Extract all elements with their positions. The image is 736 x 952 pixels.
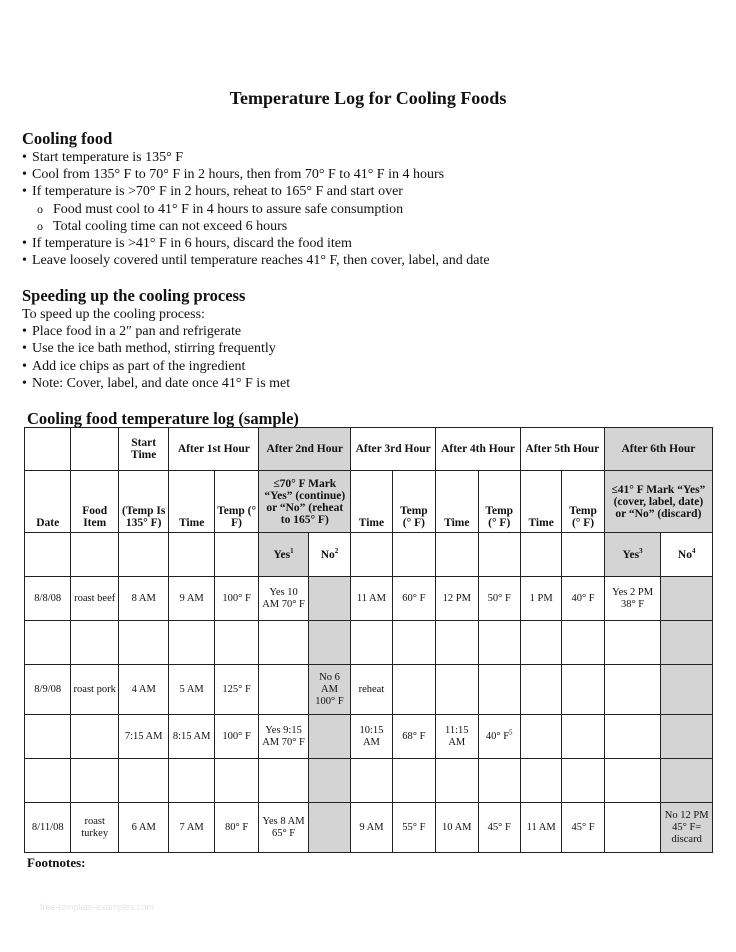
cell-food [71,759,118,803]
cell-t1: 7 AM [169,803,214,853]
col-temp-h4: Temp (° F) [478,471,520,533]
cell-temp4 [478,759,520,803]
header-blank [520,533,561,577]
cell-yes6 [604,621,661,665]
cell-t3: reheat [351,665,392,715]
cell-no6 [661,621,713,665]
speeding-up-section [22,286,722,392]
cell-yes2: Yes 9:15 AM 70° F [259,715,308,759]
table-row [25,759,713,803]
cell-no2 [308,803,350,853]
cell-temp5 [562,665,604,715]
table-row [25,621,713,665]
cell-no2 [308,715,350,759]
cell-temp1 [214,621,258,665]
cell-t1: 9 AM [169,577,214,621]
cell-temp1: 100° F [214,577,258,621]
cell-t1 [169,759,214,803]
cell-start [118,621,169,665]
header-blank [25,428,71,471]
col-time-h1: Time [169,471,214,533]
cell-temp4 [478,621,520,665]
speeding-intro: To speed up the cooling process: [22,307,205,322]
bullet-item: • If temperature is >70° F in 2 hours, reheat to 165° F and start over [22,183,722,200]
col-temp-h3: Temp (° F) [392,471,435,533]
cell-food: roast pork [71,665,118,715]
cell-no6 [661,715,713,759]
cell-no2 [308,621,350,665]
col-temp-h1: Temp (° F) [214,471,258,533]
log-table-title: Cooling food temperature log (sample) [27,409,299,428]
cell-t4: 10 AM [436,803,478,853]
footnotes-label: Footnotes: [27,855,86,870]
cell-yes6 [604,759,661,803]
temperature-log-table [24,427,713,853]
cell-food [71,715,118,759]
cell-food [71,621,118,665]
cell-t3: 9 AM [351,803,392,853]
cell-no2 [308,759,350,803]
header-blank [118,533,169,577]
cell-temp1 [214,759,258,803]
cell-t3: 10:15 AM [351,715,392,759]
bullet-item: • Place food in a 2″ pan and refrigerate [22,323,722,340]
cell-no6 [661,577,713,621]
cell-temp4 [478,665,520,715]
bullet-item: • Cool from 135° F to 70° F in 2 hours, then from 70° F to 41° F in 4 hours [22,166,722,183]
cell-temp3: 68° F [392,715,435,759]
sub-bullet-item: o Food must cool to 41° F in 4 hours to assure safe consumption [22,201,722,218]
header-after-5th-hour: After 5th Hour [520,428,604,471]
cell-date [25,759,71,803]
cell-temp3 [392,665,435,715]
header-after-4th-hour: After 4th Hour [436,428,521,471]
header-after-1st-hour: After 1st Hour [169,428,259,471]
table-row [25,577,713,621]
cell-date: 8/8/08 [25,577,71,621]
cell-start [118,759,169,803]
cell-t5: 11 AM [520,803,561,853]
cell-t1 [169,621,214,665]
cell-temp3: 60° F [392,577,435,621]
cell-yes6 [604,803,661,853]
table-row [25,715,713,759]
cell-start: 8 AM [118,577,169,621]
cell-t4 [436,665,478,715]
bullet-item: • Note: Cover, label, and date once 41° F is met [22,375,722,392]
cell-yes2: Yes 10 AM 70° F [259,577,308,621]
cell-temp3 [392,621,435,665]
bullet-item: • Add ice chips as part of the ingredient [22,358,722,375]
col-yes-2nd: Yes$^1$ [259,533,308,577]
cell-yes6 [604,715,661,759]
cell-t4: 12 PM [436,577,478,621]
cell-food: roast beef [71,577,118,621]
cell-start: 7:15 AM [118,715,169,759]
cell-temp5 [562,621,604,665]
cell-t4 [436,759,478,803]
cell-temp1: 125° F [214,665,258,715]
cooling-food-section [22,129,722,269]
cell-date [25,715,71,759]
cell-temp5: 40° F [562,577,604,621]
header-blank [478,533,520,577]
col-time-h4: Time [436,471,478,533]
cell-no6 [661,665,713,715]
cell-t5 [520,759,561,803]
cell-date: 8/11/08 [25,803,71,853]
col-temp-h5: Temp (° F) [562,471,604,533]
cell-yes2 [259,665,308,715]
header-row-columns [25,471,713,533]
table-row [25,665,713,715]
document-title: Temperature Log for Cooling Foods [229,88,507,108]
cell-date: 8/9/08 [25,665,71,715]
cell-t1: 8:15 AM [169,715,214,759]
header-blank [214,533,258,577]
header-blank [562,533,604,577]
col-no-2nd: No$^2$ [308,533,350,577]
col-food-item: Food Item [71,471,118,533]
cell-t3 [351,621,392,665]
cell-yes6 [604,665,661,715]
cell-food: roast turkey [71,803,118,853]
cell-no2 [308,577,350,621]
header-blank [392,533,435,577]
cooling-food-heading: Cooling food [22,129,113,148]
cell-t5: 1 PM [520,577,561,621]
cell-temp3 [392,759,435,803]
cell-no6: No 12 PM 45° F= discard [661,803,713,853]
header-blank [71,533,118,577]
col-time-h3: Time [351,471,392,533]
header-blank [436,533,478,577]
cell-no6 [661,759,713,803]
bullet-item: • Start temperature is 135° F [22,149,722,166]
cell-temp5 [562,715,604,759]
header-after-6th-hour: After 6th Hour [604,428,712,471]
col-6th-hour-rule: ≤41° F Mark “Yes” (cover, label, date) or “No” (discard) [604,471,712,533]
cell-temp4: 40° $F^5$ [478,715,520,759]
cell-yes6: Yes 2 PM 38° F [604,577,661,621]
cell-t3: 11 AM [351,577,392,621]
cell-temp3: 55° F [392,803,435,853]
bullet-item: • If temperature is >41° F in 6 hours, discard the food item [22,235,722,252]
cell-no2: No 6 AM 100° F [308,665,350,715]
cell-t4: 11:15 AM [436,715,478,759]
cell-t3 [351,759,392,803]
cell-date [25,621,71,665]
cell-start: 6 AM [118,803,169,853]
cell-yes2: Yes 8 AM 65° F [259,803,308,853]
bullet-item: • Use the ice bath method, stirring frequently [22,340,722,357]
header-after-3rd-hour: After 3rd Hour [351,428,436,471]
col-temp-is: (Temp Is 135° F) [118,471,169,533]
cell-yes2 [259,759,308,803]
col-yes-6th: Yes$^3$ [604,533,661,577]
cell-t1: 5 AM [169,665,214,715]
cell-start: 4 AM [118,665,169,715]
speeding-up-heading: Speeding up the cooling process [22,286,246,305]
header-blank [169,533,214,577]
bullet-item: • Leave loosely covered until temperature reaches 41° F, then cover, label, and date [22,252,722,269]
cell-t5 [520,665,561,715]
cell-t4 [436,621,478,665]
col-time-h5: Time [520,471,561,533]
col-date: Date [25,471,71,533]
sub-bullet-item: o Total cooling time can not exceed 6 hours [22,218,722,235]
cell-temp1: 100° F [214,715,258,759]
col-no-6th: No$^4$ [661,533,713,577]
header-row-groups [25,428,713,471]
header-blank [71,428,118,471]
header-blank [351,533,392,577]
col-2nd-hour-rule: ≤70° F Mark “Yes” (continue) or “No” (reheat to 165° F) [259,471,351,533]
header-start-time: Start Time [118,428,169,471]
cell-temp1: 80° F [214,803,258,853]
cell-temp5: 45° F [562,803,604,853]
header-after-2nd-hour: After 2nd Hour [259,428,351,471]
cell-temp5 [562,759,604,803]
watermark-text: free-template-examples.com [40,902,155,912]
header-blank [25,533,71,577]
cell-temp4: 50° F [478,577,520,621]
table-row [25,803,713,853]
cell-t5 [520,715,561,759]
cell-t5 [520,621,561,665]
cell-temp4: 45° F [478,803,520,853]
header-row-yes-no [25,533,713,577]
cell-yes2 [259,621,308,665]
